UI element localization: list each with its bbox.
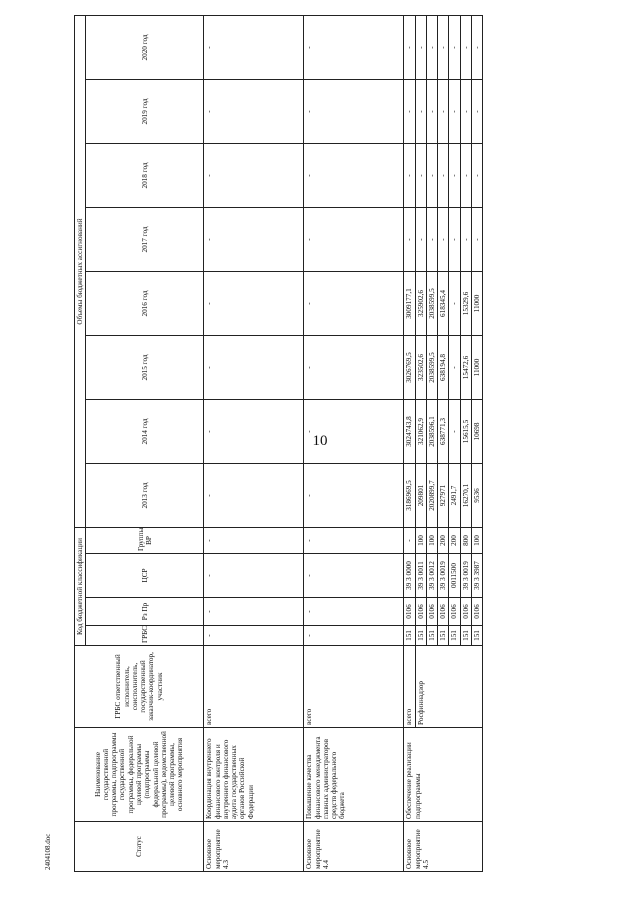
code-rz-cell: 0106 (404, 598, 415, 626)
value-cell: 638194,8 (438, 336, 449, 400)
value-cell: 2038599,5 (426, 272, 437, 336)
code-rz-cell: 0106 (460, 598, 471, 626)
table-row (404, 15, 415, 871)
value-cell: 618345,4 (438, 272, 449, 336)
code-vr-cell: 100 (415, 528, 426, 554)
value-cell: - (304, 272, 404, 336)
value-cell: - (460, 208, 471, 272)
code-grbs-cell: 151 (426, 626, 437, 646)
value-cell: - (471, 208, 482, 272)
value-cell: - (460, 80, 471, 144)
value-cell: 209801 (415, 464, 426, 528)
value-cell: - (304, 336, 404, 400)
header-year: 2019 год (86, 80, 204, 144)
value-cell: - (426, 208, 437, 272)
value-cell: - (304, 15, 404, 79)
value-cell: 3009177,1 (404, 272, 415, 336)
status-cell: Основное мероприятие 4.4 (304, 822, 404, 872)
value-cell: - (415, 208, 426, 272)
footer-filename: 2404108.doc (44, 833, 52, 870)
code-vr-cell: - (404, 528, 415, 554)
grbs-cell: всего (304, 646, 404, 728)
value-cell: - (304, 400, 404, 464)
value-cell: 11000 (471, 272, 482, 336)
value-cell: - (304, 208, 404, 272)
grbs-cell: Росфиннадзор (415, 646, 483, 728)
value-cell: 927971 (438, 464, 449, 528)
header-grbs: ГРБС ответственный исполнитель, соисполнитель, государственный заказчик-координатор, участник (75, 646, 204, 728)
header-year: 2017 год (86, 208, 204, 272)
name-cell: Повышение качества финансового менеджмента главных администраторов средств федерального бюджета (304, 728, 404, 822)
value-cell: - (471, 144, 482, 208)
value-cell: - (449, 336, 460, 400)
value-cell: 15329,6 (460, 272, 471, 336)
value-cell: 2020899,7 (426, 464, 437, 528)
value-cell: - (471, 80, 482, 144)
value-cell: - (426, 15, 437, 79)
value-cell: 321062,9 (415, 400, 426, 464)
table-row (304, 15, 404, 871)
value-cell: - (204, 15, 304, 79)
value-cell: 15472,6 (460, 336, 471, 400)
header-year: 2014 год (86, 400, 204, 464)
value-cell: - (415, 80, 426, 144)
budget-table (74, 15, 483, 872)
header-year: 2016 год (86, 272, 204, 336)
code-csr-cell: 39 3 0000 (404, 554, 415, 598)
value-cell: 11000 (471, 336, 482, 400)
header-year: 2020 год (86, 15, 204, 79)
value-cell: - (449, 80, 460, 144)
value-cell: - (449, 144, 460, 208)
value-cell: 16270,1 (460, 464, 471, 528)
value-cell: - (304, 80, 404, 144)
value-cell: - (449, 208, 460, 272)
value-cell: 15615,5 (460, 400, 471, 464)
grbs-cell: всего (204, 646, 304, 728)
code-rz-cell: 0106 (471, 598, 482, 626)
code-rz-cell: 0106 (438, 598, 449, 626)
value-cell: - (304, 464, 404, 528)
code-csr-cell: - (204, 554, 304, 598)
value-cell: - (438, 144, 449, 208)
value-cell: - (438, 15, 449, 79)
header-code-csr: ЦСР (86, 554, 204, 598)
value-cell: 2038596,1 (426, 400, 437, 464)
value-cell: - (404, 15, 415, 79)
code-vr-cell: 800 (460, 528, 471, 554)
code-grbs-cell: 151 (449, 626, 460, 646)
value-cell: - (426, 144, 437, 208)
value-cell: - (471, 15, 482, 79)
code-grbs-cell: - (304, 626, 404, 646)
header-code-rzpr: Рз Пр (86, 598, 204, 626)
value-cell: 323502,6 (415, 336, 426, 400)
code-vr-cell: - (304, 528, 404, 554)
value-cell: 9536 (471, 464, 482, 528)
value-cell: 3026769,5 (404, 336, 415, 400)
code-rz-cell: - (204, 598, 304, 626)
value-cell: 325902,6 (415, 272, 426, 336)
code-csr-cell: 39 3 0019 (438, 554, 449, 598)
grbs-cell: всего (404, 646, 415, 728)
value-cell: - (426, 80, 437, 144)
code-vr-cell: 100 (471, 528, 482, 554)
value-cell: - (404, 144, 415, 208)
value-cell: - (438, 80, 449, 144)
value-cell: 3186969,5 (404, 464, 415, 528)
code-grbs-cell: 151 (415, 626, 426, 646)
code-vr-cell: 200 (438, 528, 449, 554)
header-code-grbs: ГРБС (86, 626, 204, 646)
code-rz-cell: 0106 (415, 598, 426, 626)
value-cell: - (415, 144, 426, 208)
code-csr-cell: - (304, 554, 404, 598)
code-csr-cell: 39 3 0011 (415, 554, 426, 598)
status-cell: Основное мероприятие 4.5 (404, 822, 483, 872)
code-grbs-cell: 151 (438, 626, 449, 646)
code-vr-cell: - (204, 528, 304, 554)
value-cell: 2038599,5 (426, 336, 437, 400)
code-csr-cell: 0011500 (449, 554, 460, 598)
code-csr-cell: 39 3 0019 (460, 554, 471, 598)
header-year: 2013 год (86, 464, 204, 528)
code-rz-cell: 0106 (449, 598, 460, 626)
value-cell: 2491,7 (449, 464, 460, 528)
header-volume-group: Объемы бюджетных ассигнований (75, 15, 86, 527)
code-vr-cell: 200 (449, 528, 460, 554)
code-rz-cell: 0106 (426, 598, 437, 626)
value-cell: - (204, 400, 304, 464)
table-row (204, 15, 304, 871)
value-cell: - (415, 15, 426, 79)
code-grbs-cell: 151 (460, 626, 471, 646)
value-cell: 10698 (471, 400, 482, 464)
code-rz-cell: - (304, 598, 404, 626)
value-cell: - (438, 208, 449, 272)
value-cell: - (204, 464, 304, 528)
name-cell: Координация внутреннего финансового контроля и внутреннего финансового аудита государственных органов Российской Федерации (204, 728, 304, 822)
code-vr-cell: 100 (426, 528, 437, 554)
code-csr-cell: 39 3 3987 (471, 554, 482, 598)
value-cell: - (204, 80, 304, 144)
value-cell: - (449, 15, 460, 79)
header-year: 2018 год (86, 144, 204, 208)
budget-table-container (74, 16, 629, 872)
value-cell: - (449, 400, 460, 464)
status-cell: Основное мероприятие 4.3 (204, 822, 304, 872)
value-cell: - (304, 144, 404, 208)
value-cell: 638771,3 (438, 400, 449, 464)
header-status: Статус (75, 822, 204, 872)
code-grbs-cell: - (204, 626, 304, 646)
value-cell: 3024743,8 (404, 400, 415, 464)
code-grbs-cell: 151 (404, 626, 415, 646)
value-cell: - (404, 80, 415, 144)
page-number: 10 (312, 433, 328, 449)
value-cell: - (460, 144, 471, 208)
header-code-vr: Группы ВР (86, 528, 204, 554)
name-cell: Обеспечение реализации подпрограммы (404, 728, 483, 822)
value-cell: - (404, 208, 415, 272)
value-cell: - (204, 336, 304, 400)
code-csr-cell: 39 3 0012 (426, 554, 437, 598)
value-cell: - (204, 208, 304, 272)
value-cell: - (449, 272, 460, 336)
header-year: 2015 год (86, 336, 204, 400)
value-cell: - (204, 272, 304, 336)
header-name: Наименование государственной программы, подпрограммы государственной программы, федеральной целевой программы (подпрограммы федеральной целевой программы), ведомственной целевой программы, основного мероприятия (75, 728, 204, 822)
value-cell: - (204, 144, 304, 208)
header-code-group: Код бюджетной классификации (75, 528, 86, 646)
code-grbs-cell: 151 (471, 626, 482, 646)
value-cell: - (460, 15, 471, 79)
